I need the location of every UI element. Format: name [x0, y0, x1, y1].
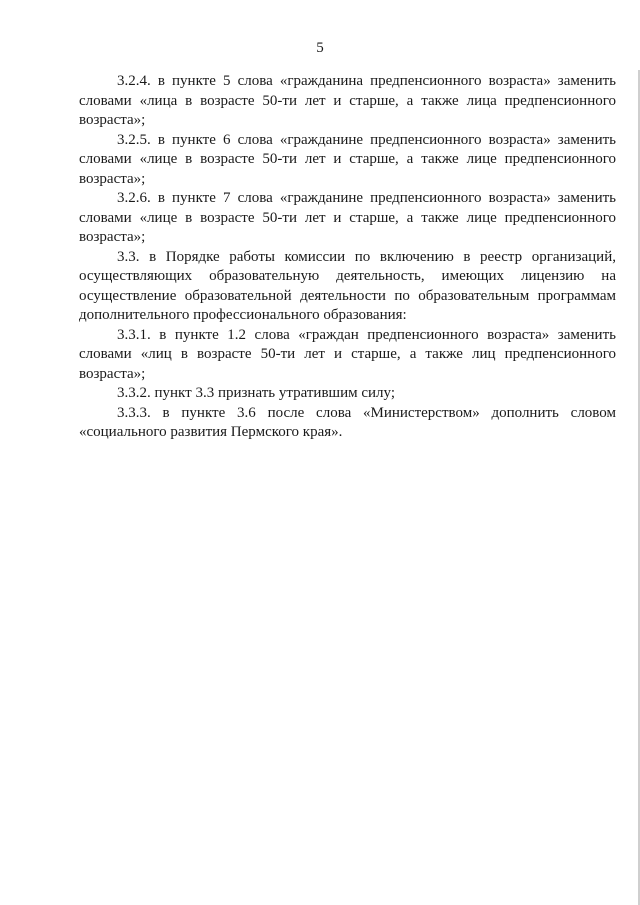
- paragraph-3-2-5: 3.2.5. в пункте 6 слова «гражданине предпенсионного возраста» заменить словами «лице в возрасте 50-ти лет и старше, а также лице предпенсионного возраста»;: [79, 131, 616, 187]
- paragraph-3-3: 3.3. в Порядке работы комиссии по включению в реестр организаций, осуществляющих образовательную деятельность, имеющих лицензию на осуществление образовательной деятельности по образовательным программам дополнительного профессионального образования:: [79, 248, 616, 323]
- paragraph-3-3-2: 3.3.2. пункт 3.3 признать утратившим силу;: [117, 385, 396, 401]
- page-number: 5: [316, 40, 324, 56]
- paragraph-3-2-4: 3.2.4. в пункте 5 слова «гражданина предпенсионного возраста» заменить словами «лица в возрасте 50-ти лет и старше, а также лица предпенсионного возраста»;: [79, 73, 616, 128]
- paragraph-3-3-3: 3.3.3. в пункте 3.6 после слова «Министерством» дополнить словом «социального развития Пермского края».: [79, 404, 616, 440]
- document-body: [79, 72, 616, 443]
- paragraph-3-3-1: 3.3.1. в пункте 1.2 слова «граждан предпенсионного возраста» заменить словами «лиц в возрасте 50-ти лет и старше, а также лиц предпенсионного возраста»;: [79, 326, 616, 382]
- paragraph-3-2-6: 3.2.6. в пункте 7 слова «гражданине предпенсионного возраста» заменить словами «лице в возрасте 50-ти лет и старше, а также лице предпенсионного возраста»;: [79, 190, 616, 245]
